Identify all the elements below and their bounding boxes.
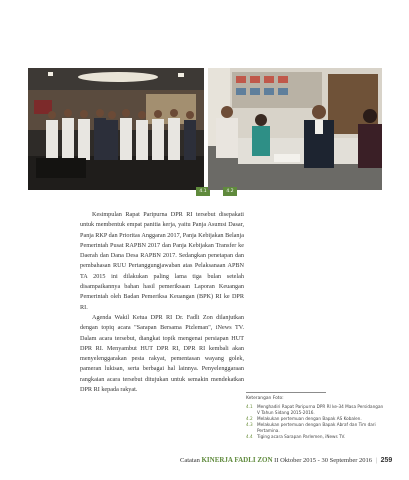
photo-number-tag: 4.2 (223, 187, 237, 196)
caption-item (246, 422, 386, 434)
caption-number: 4.1 (246, 404, 253, 409)
footer-separator: | (375, 457, 377, 464)
footer-period: II Oktober 2015 - 30 September 2016 (274, 457, 372, 464)
caption-text: Tiging acara Sarapan Parlemen, iNews TV. (257, 434, 346, 439)
caption-divider (246, 392, 326, 393)
caption-text: Melakukan pertemuan dengan Bapak AS Kobalen. (257, 416, 362, 421)
group-meeting-photo (28, 68, 204, 190)
caption-number: 4.3 (246, 422, 253, 427)
footer-brand: KINERJA FADLI ZON (201, 456, 273, 464)
caption-number: 4.2 (246, 416, 253, 421)
talkshow-photo (208, 68, 382, 190)
article-body (80, 210, 244, 395)
body-paragraph: Kesimpulan Rapat Paripurna DPR RI tersebut disepakati untuk membentuk empat panitia kerja, yaitu Panja Asumsi Dasar, Panja RKP dan Prioritas Anggaran 2017, Panja Kebijakan Belanja Pemerintah Pusat RAPBN 2017 dan Panja Kebijakan Transfer ke Daerah dan Dana Desa RAPBN 2017. Sedangkan penetapan dan pembahasan RUU Pertanggungjawaban atas Pelaksanaan APBN TA 2015 ini dilakukan paling lama tiga bulan setelah disampaikannya bahan hasil pemeriksaan Laporan Keuangan Pemerintah oleh Badan Pemeriksa Keuangan (BPK) RI ke DPR RI. (80, 211, 244, 311)
photo-number-tag: 4.1 (196, 187, 210, 196)
caption-text: Melakukan pertemuan dengan Bapak Abraf dan Tim dari Pertamina. (257, 422, 376, 433)
captions-title: Keterangan Foto: (246, 396, 284, 401)
body-paragraph: Agenda Wakil Ketua DPR RI Dr. Fadli Zon dilanjutkan dengan topiq acara "Sarapan Bersama Pizleman", iNews TV. Dalam acara tersebut, diangkat topik mengenai persiapan HUT DPR RI. Menyambut HUT DPR RI, DPR RI kembali akan menyelenggarakan pesta rakyat, pementasan wayang golek, pameran lukisan, serta berbagai hal lainnya. Penyelenggaraan rangkaian acara tersebut ditujukan untuk semakin mendekatkan DPR RI kepada rakyat. (80, 313, 244, 394)
photo-captions (246, 396, 386, 440)
caption-number: 4.4 (246, 434, 253, 439)
page-footer (180, 453, 400, 467)
caption-item (246, 434, 386, 440)
footer-prefix: Catatan (180, 457, 200, 464)
caption-item (246, 404, 386, 416)
page-number: 259 (380, 457, 393, 464)
caption-text: Menghadiri Rapat Paripurna DPR RI ke-34 Masa Persidangan V Tahun Sidang 2015-2016. (257, 404, 384, 415)
